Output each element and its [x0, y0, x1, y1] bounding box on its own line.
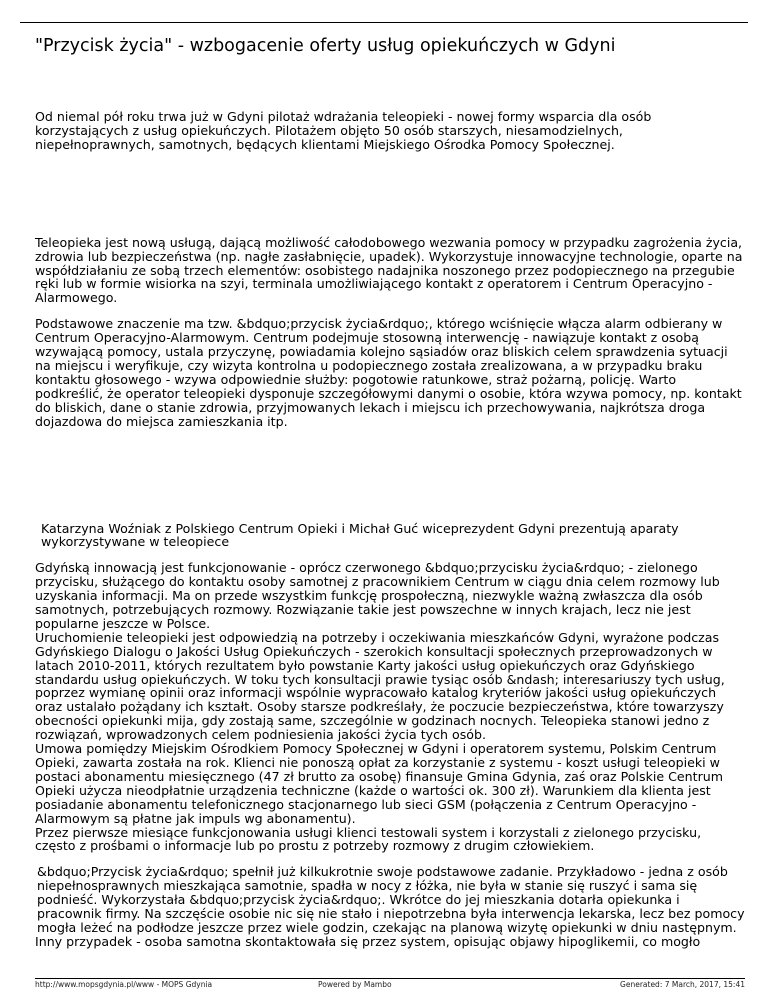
- footer-powered-by: Powered by Mambo: [318, 980, 392, 989]
- article-body: [35, 110, 745, 949]
- image-caption: Katarzyna Woźniak z Polskiego Centrum Opieki i Michał Guć wiceprezydent Gdyni prezentują aparaty wykorzystywane w teleopiece: [41, 520, 679, 550]
- page-title: "Przycisk życia" - wzbogacenie oferty usług opiekuńczych w Gdyni: [35, 36, 616, 56]
- page-footer: [35, 978, 745, 991]
- paragraph-life-button: Podstawowe znaczenie ma tzw. &bdquo;przycisk życia&rdquo;, którego wciśnięcie włącza alarm odbierany w Centrum Operacyjno-Alarmowym. Centrum podejmuje stosowną interwencję - nawiązuje kontakt z osobą wzywającą pomocy, ustala przyczynę, powiadamia kolejno sąsiadów oraz bliskich celem sprawdzenia sytuacji na miejscu i weryfikuje, czy wizyta kontrolna u podopiecznego została zrealizowana, a w przypadku braku kontaktu głosowego - wzywa odpowiednie służby: pogotowie ratunkowe, straż pożarną, policję. Warto podkreślić, że operator teleopieki dysponuje szczegółowymi danymi o osobie, która wzywa pomocy, np. kontakt do bliskich, dane o stanie zdrowia, przyjmowanych lekach i miejscu ich przechowywania, najkrótsza droga dojazdowa do miejsca zamieszkania itp.: [35, 316, 742, 429]
- paragraph-agreement: Umowa pomiędzy Miejskim Ośrodkiem Pomocy Społecznej w Gdyni i operatorem systemu, Polskim Centrum Opieki, zawarta została na rok. Klienci nie ponoszą opłat za korzystanie z systemu - koszt usługi teleopieki w postaci abonamentu miesięcznego (47 zł brutto za osobę) finansuje Gmina Gdynia, zaś oraz Polskie Centrum Opieki użycza nieodpłatnie urządzenia techniczne (każde o wartości ok. 300 zł). Warunkiem dla klienta jest posiadanie abonamentu telefonicznego stacjonarnego lub sieci GSM (połączenia z Centrum Operacyjno - Alarmowym są płatne jak impuls wg abonamentu).: [35, 741, 723, 826]
- paragraph-first-months: Przez pierwsze miesiące funkcjonowania usługi klienci testowali system i korzystali z zielonego przycisku, często z prośbami o informacje lub po prostu z potrzeby rozmowy z drugim człowiekiem.: [35, 824, 702, 854]
- paragraph-example-fall: &bdquo;Przycisk życia&rdquo; spełnił już kilkukrotnie swoje podstawowe zadanie. Przykładowo - jedna z osób niepełnosprawnych mieszkająca samotnie, spadła w nocy z łóżka, nie była w stanie się ruszyć i sama się podnieść. Wykorzystała &bdquo;przycisk życia&rdquo;. Wkrótce do jej mieszkania dotarła opiekunka i pracownik firmy. Na szczęście osobie nic się nie stało i niepotrzebna była interwencja lekarska, lecz bez pomocy mogła leżeć na podłodze jeszcze przez wiele godzin, czekając na planową wizytę opiekunki w dniu następnym.: [37, 864, 745, 935]
- footer-url: http://www.mopsgdynia.pl/www - MOPS Gdynia: [35, 980, 213, 989]
- paragraph-consultations: Uruchomienie teleopieki jest odpowiedzią na potrzeby i oczekiwania mieszkańców Gdyni, wyrażone podczas Gdyńskiego Dialogu o Jakości Usług Opiekuńczych - szerokich konsultacji społecznych przeprowadzonych w latach 2010-2011, których rezultatem było powstanie Karty jakości usług opiekuńczych oraz Gdyńskiego standardu usług opiekuńczych. W toku tych konsultacji prawie tysiąc osób &ndash; interesariuszy tych usług, poprzez wymianę opinii oraz informacji wspólnie wypracowało katalog kryteriów jakości usług opiekuńczych oraz ustalało pożądany ich kształt. Osoby starsze podkreślały, że poczucie bezpieczeństwa, które towarzyszy obecności opiekunki mija, gdy zostają same, szczególnie w godzinach nocnych. Teleopieka stanowi jedno z rozwiązań, wprowadzonych celem podniesienia jakości życia tych osób.: [35, 629, 725, 743]
- header-rule: [20, 22, 748, 23]
- paragraph-definition: Teleopieka jest nową usługą, dającą możliwość całodobowego wezwania pomocy w przypadku zagrożenia życia, zdrowia lub bezpieczeństwa (np. nagłe zasłabnięcie, upadek). Wykorzystuje innowacyjne technologie, oparte na współdziałaniu ze sobą trzech elementów: osobistego nadajnika noszonego przez podopiecznego na przegubie ręki lub w formie wisiorka na szyi, terminala umożliwiającego kontakt z operatorem i Centrum Operacyjno - Alarmowego.: [35, 234, 743, 306]
- paragraph-intro: Od niemal pół roku trwa już w Gdyni pilotaż wdrażania teleopieki - nowej formy wsparcia dla osób korzystających z usług opiekuńczych. Pilotażem objęto 50 osób starszych, niesamodzielnych, niepełnoprawnych, samotnych, będących klientami Miejskiego Ośrodka Pomocy Społecznej.: [35, 109, 652, 152]
- paragraph-example-hypoglycemia: Inny przypadek - osoba samotna skontaktowała się przez system, opisując objawy hipoglikemii, co mogło: [35, 933, 701, 949]
- footer-generated-date: Generated: 7 March, 2017, 15:41: [620, 980, 745, 989]
- paragraph-green-button: Gdyńską innowacją jest funkcjonowanie - oprócz czerwonego &bdquo;przycisku życia&rdquo; - zielonego przycisku, służącego do kontaktu osoby samotnej z pracownikiem Centrum w ciągu dnia celem rozmowy lub uzyskania informacji. Ma on przede wszystkim funkcję prospołeczną, niezwykle ważną zwłaszcza dla osób samotnych, potrzebujących rozmowy. Rozwiązanie takie jest powszechne w innych krajach, lecz nie jest popularne jeszcze w Polsce.: [35, 560, 720, 631]
